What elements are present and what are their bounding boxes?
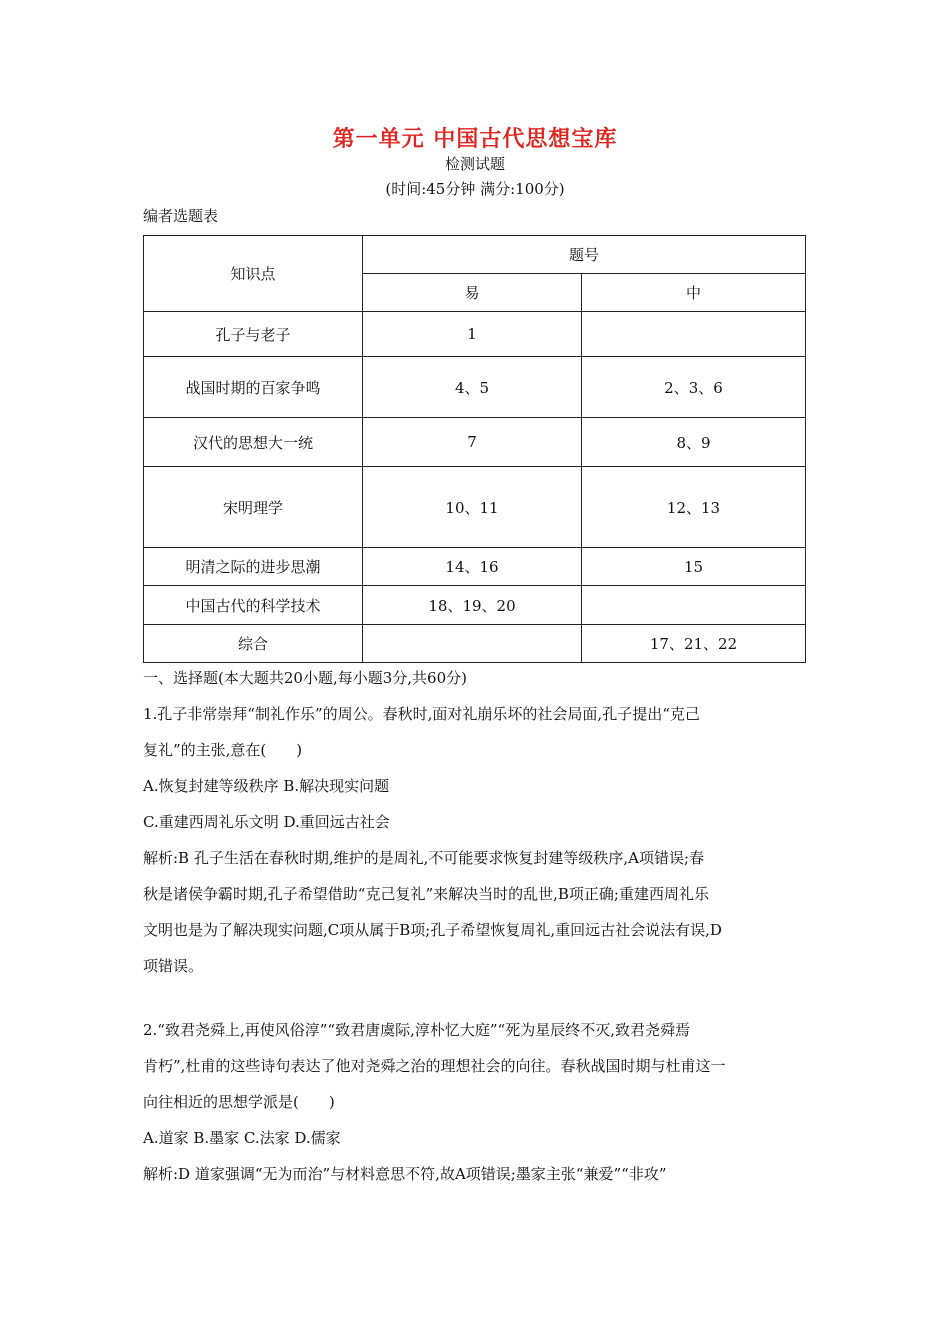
table-cell-topic: 战国时期的百家争鸣: [144, 357, 363, 418]
table-row: [144, 467, 806, 548]
table-cell-medium: 8、9: [582, 418, 806, 467]
table-cell-medium: 2、3、6: [582, 357, 806, 418]
table-cell-topic: 孔子与老子: [144, 312, 363, 357]
analysis-text: 解析:B 孔子生活在春秋时期,维护的是周礼,不可能要求恢复封建等级秩序,A项错误;春: [143, 849, 705, 867]
table-cell-easy: [363, 625, 582, 663]
question-options: A.恢复封建等级秩序 B.解决现实问题: [143, 777, 390, 795]
table-cell-easy: 4、5: [363, 357, 582, 418]
table-caption: 编者选题表: [143, 207, 219, 225]
question-stem: 2.“致君尧舜上,再使风俗淳”“致君唐虞际,淳朴忆大庭”“死为星辰终不灭,致君尧舜焉: [143, 1021, 690, 1039]
question-stem: 1.孔子非常崇拜“制礼作乐”的周公。春秋时,面对礼崩乐坏的社会局面,孔子提出“克己: [143, 705, 700, 723]
table-row: [144, 586, 806, 625]
table-header-numbers: 题号: [363, 236, 806, 274]
table-cell-easy: 7: [363, 418, 582, 467]
table-cell-topic: 宋明理学: [144, 467, 363, 548]
table-cell-easy: 14、16: [363, 548, 582, 586]
question-stem: 复礼”的主张,意在( ): [143, 741, 303, 759]
analysis-text: 项错误。: [143, 957, 204, 975]
time-info: (时间:45分钟 满分:100分): [385, 180, 565, 198]
table-row: [144, 357, 806, 418]
table-cell-topic: 明清之际的进步思潮: [144, 548, 363, 586]
question-selection-table: [143, 235, 806, 663]
table-cell-medium: 17、21、22: [582, 625, 806, 663]
question-1: [143, 696, 811, 984]
table-cell-topic: 中国古代的科学技术: [144, 586, 363, 625]
analysis-text: 文明也是为了解决现实问题,C项从属于B项;孔子希望恢复周礼,重回远古社会说法有误,D: [143, 921, 722, 939]
analysis-text: 解析:D 道家强调“无为而治”与材料意思不符,故A项错误;墨家主张“兼爱”“非攻”: [143, 1165, 667, 1183]
table-row: [144, 548, 806, 586]
question-options: A.道家 B.墨家 C.法家 D.儒家: [143, 1129, 341, 1147]
table-row: [144, 625, 806, 663]
table-cell-medium: [582, 312, 806, 357]
table-header-topic: 知识点: [144, 236, 363, 312]
section-heading: 一、选择题(本大题共20小题,每小题3分,共60分): [143, 669, 467, 687]
analysis-text: 秋是诸侯争霸时期,孔子希望借助“克己复礼”来解决当时的乱世,B项正确;重建西周礼乐: [143, 885, 709, 903]
table-cell-easy: 1: [363, 312, 582, 357]
question-stem: 向往相近的思想学派是( ): [143, 1093, 335, 1111]
question-2: [143, 1012, 811, 1192]
table-cell-topic: 汉代的思想大一统: [144, 418, 363, 467]
table-cell-topic: 综合: [144, 625, 363, 663]
table-cell-medium: [582, 586, 806, 625]
question-options: C.重建西周礼乐文明 D.重回远古社会: [143, 813, 390, 831]
table-header-easy: 易: [363, 274, 582, 312]
table-header-medium: 中: [582, 274, 806, 312]
page-subtitle: 检测试题: [444, 155, 505, 173]
table-row: [144, 312, 806, 357]
table-cell-medium: 12、13: [582, 467, 806, 548]
table-cell-easy: 18、19、20: [363, 586, 582, 625]
page-title: 第一单元 中国古代思想宝库: [332, 127, 618, 152]
table-cell-easy: 10、11: [363, 467, 582, 548]
table-cell-medium: 15: [582, 548, 806, 586]
table-row: [144, 418, 806, 467]
question-stem: 肯朽”,杜甫的这些诗句表达了他对尧舜之治的理想社会的向往。春秋战国时期与杜甫这一: [143, 1057, 726, 1075]
